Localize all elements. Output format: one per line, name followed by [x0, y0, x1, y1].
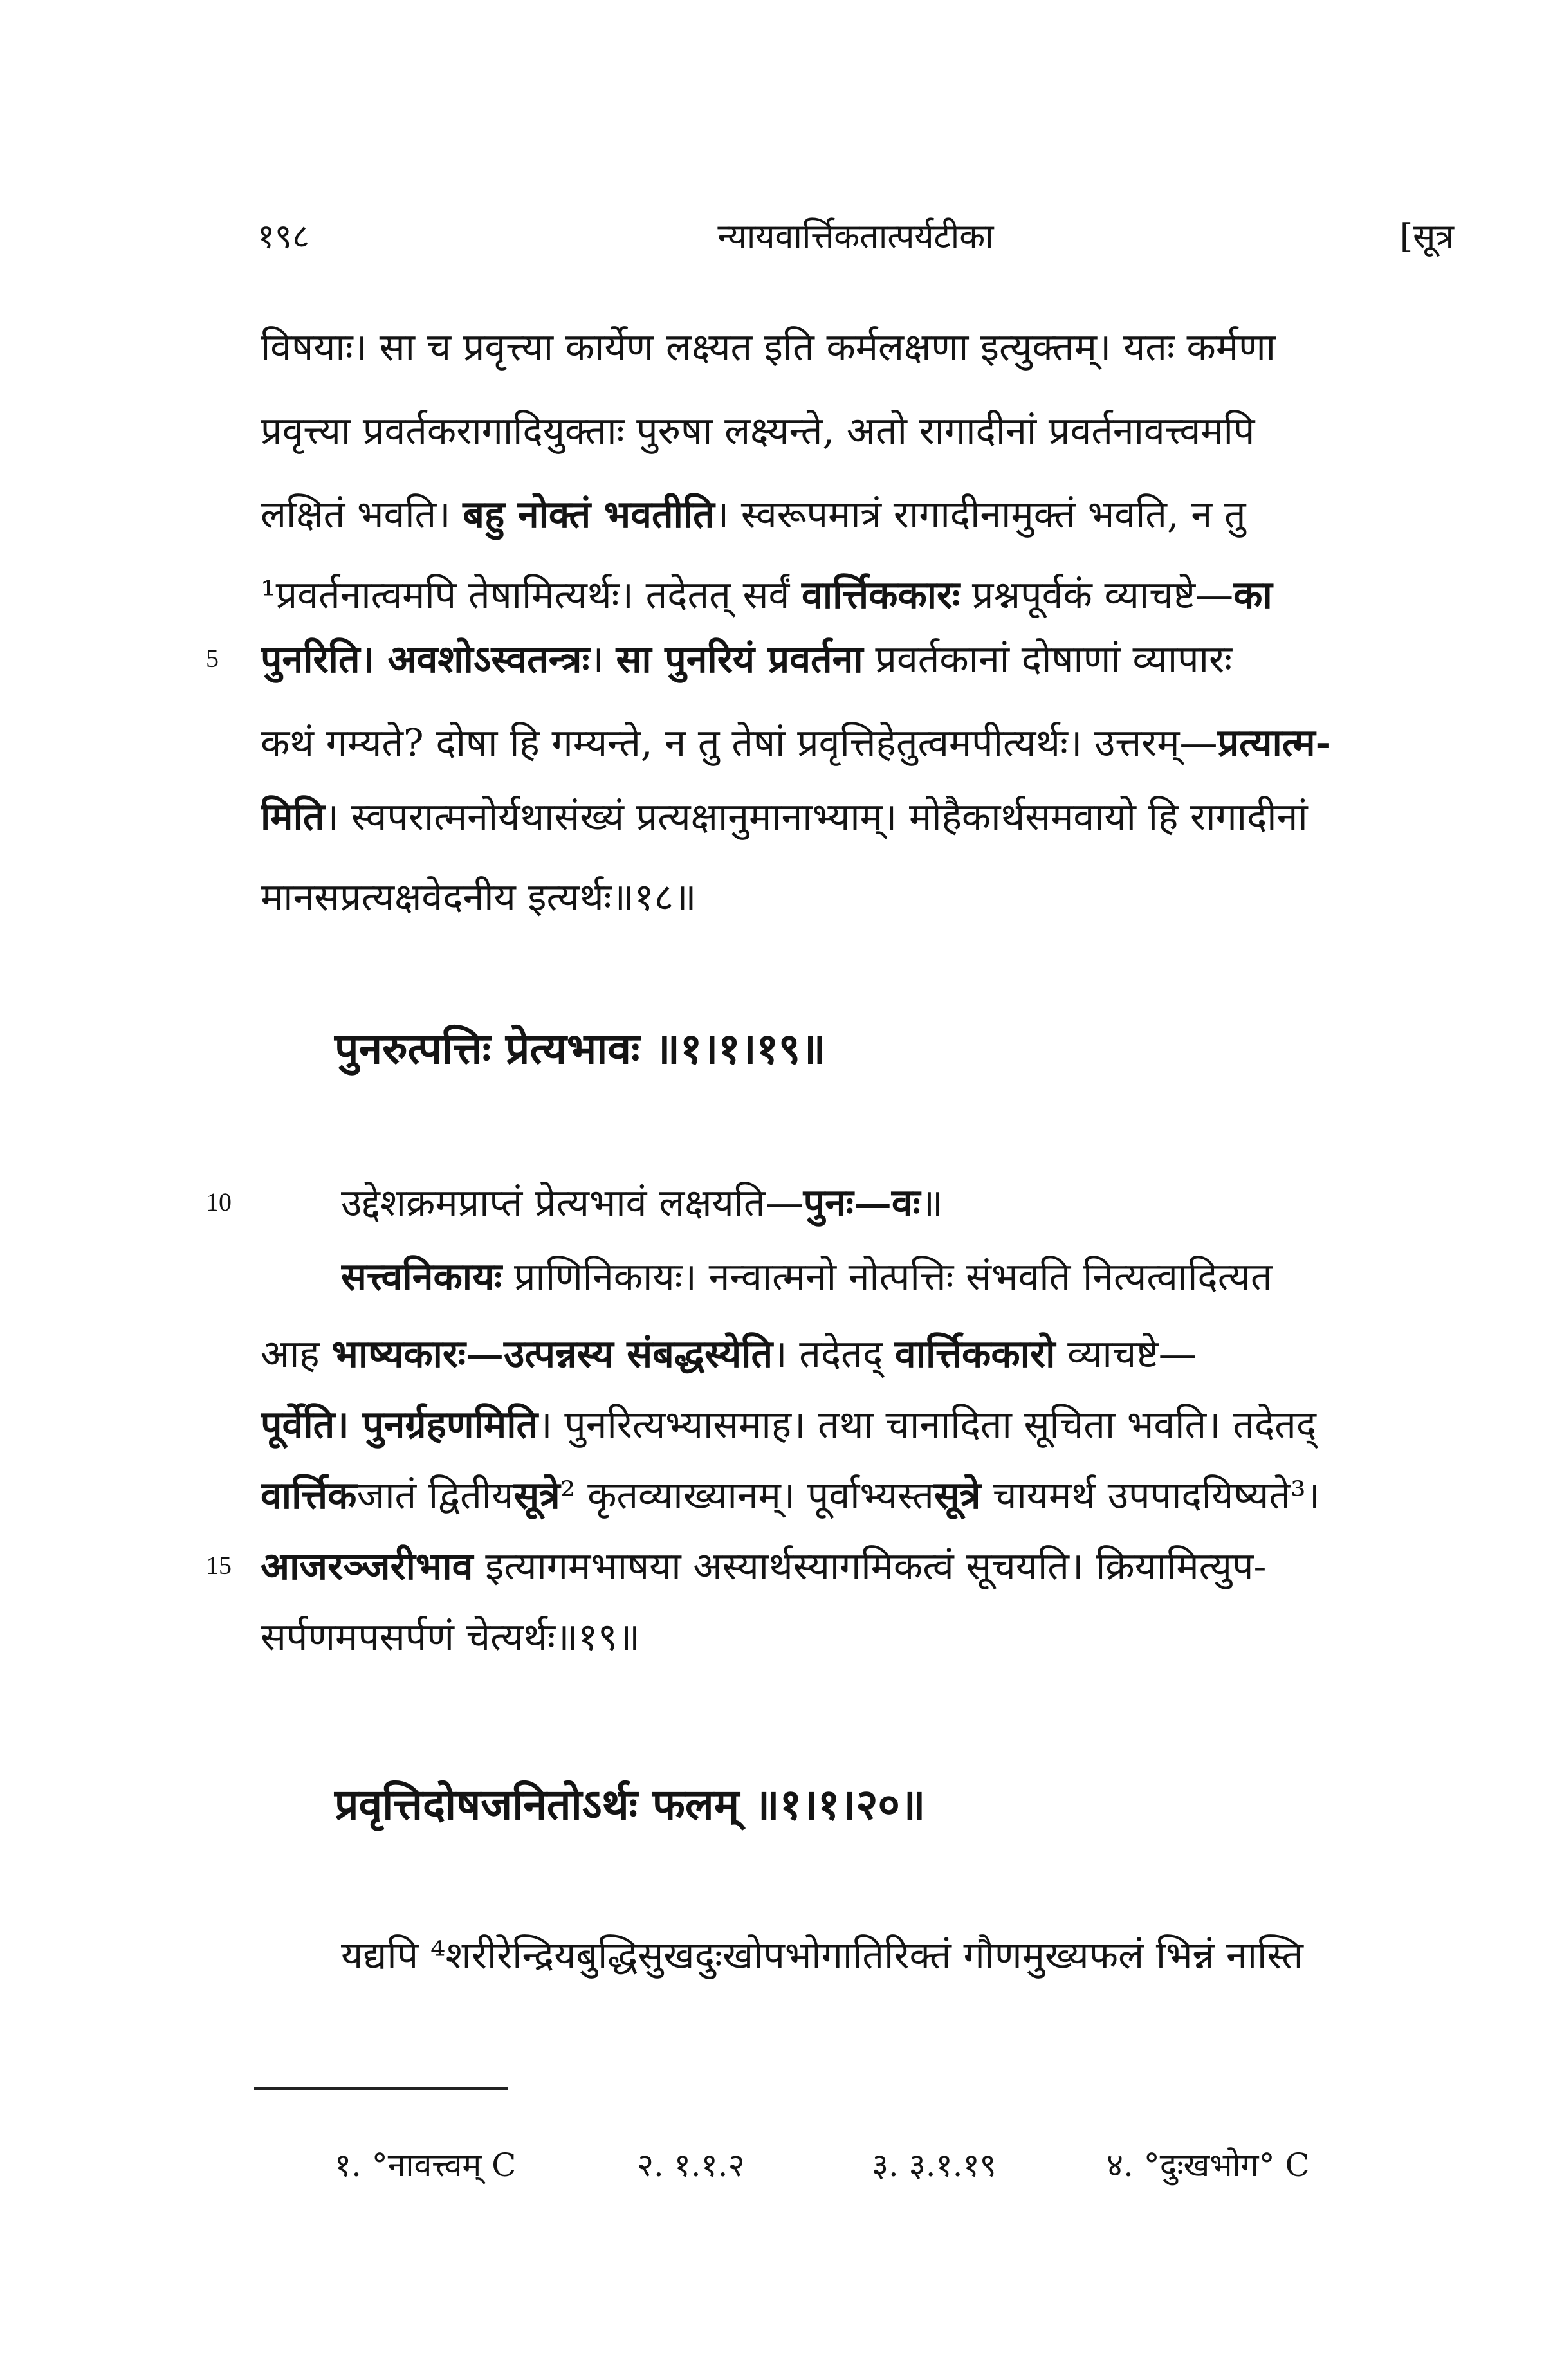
- footnote: १. °नावत्त्वम् C: [335, 2147, 517, 2184]
- bold-run: बहु नोक्तं भवतीति: [463, 492, 715, 536]
- bold-run: वार्त्तिककारो: [894, 1332, 1056, 1376]
- text-run: ।: [589, 637, 616, 681]
- text-run: । पुनरित्यभ्यासमाह। तथा चानादिता सूचिता भवति। तदेतद्: [538, 1402, 1317, 1447]
- text-line: [261, 714, 1470, 772]
- text-line: [261, 486, 1470, 544]
- bold-run: आजरञ्जरीभाव: [261, 1544, 473, 1588]
- line-number: 15: [206, 1551, 232, 1580]
- bold-run: पुनः—वः: [803, 1180, 921, 1225]
- text-run: चायमर्थ उपपादयिष्यते³।: [980, 1473, 1321, 1517]
- text-line: [261, 868, 1470, 926]
- bold-run: मिति: [261, 794, 325, 839]
- text-line: [261, 1467, 1470, 1524]
- text-line: [261, 1537, 1470, 1595]
- text-line: [341, 1927, 1467, 1984]
- text-line: [341, 1248, 1467, 1306]
- bold-run: पुनरिति। अवशोऽस्वतन्त्रः: [261, 637, 590, 681]
- bold-run: का: [1233, 572, 1273, 617]
- text-run: ² कृतव्याख्यानम्। पूर्वाभ्यस्त: [560, 1473, 934, 1517]
- text-run: लक्षितं भवति।: [261, 492, 463, 536]
- bold-run: भाष्यकारः—उत्पन्नस्य संबद्धस्येति: [331, 1332, 773, 1376]
- footnote-rule: [254, 2087, 508, 2090]
- sutra-heading: पुनरुत्पत्तिः प्रेत्यभावः ॥१।१।१९॥: [335, 1023, 826, 1074]
- text-run: आह: [261, 1332, 332, 1376]
- text-run: ¹प्रवर्तनात्वमपि तेषामित्यर्थः। तदेतत् सर्वं: [261, 572, 802, 617]
- text-run: । तदेतद्: [773, 1332, 895, 1376]
- text-run: प्रश्नपूर्वकं व्याचष्टे—: [960, 572, 1234, 617]
- text-run: जातं द्वितीय: [356, 1473, 514, 1517]
- section-label: [सूत्र: [1399, 217, 1454, 256]
- line-number: 10: [206, 1187, 232, 1216]
- text-run: कथं गम्यते? दोषा हि गम्यन्ते, न तु तेषां प्रवृत्तिहेतुत्वमपीत्यर्थः। उत्तरम्—: [261, 720, 1218, 765]
- text-run: यद्यपि ⁴शरीरेन्द्रियबुद्धिसुखदुःखोपभोगातिरिक्तं गौणमुख्यफलं भिन्नं नास्ति: [341, 1933, 1303, 1977]
- text-run: व्याचष्टे—: [1055, 1332, 1197, 1376]
- text-run: विषयाः। सा च प्रवृत्त्या कार्येण लक्ष्यत इति कर्मलक्षणा इत्युक्तम्। यतः कर्मणा: [261, 325, 1276, 369]
- text-run: मानसप्रत्यक्षवेदनीय इत्यर्थः॥१८॥: [261, 875, 697, 919]
- text-run: इत्यागमभाषया अस्यार्थस्यागमिकत्वं सूचयति। क्रियामित्युप-: [473, 1544, 1267, 1588]
- bold-run: सूत्रे: [933, 1473, 981, 1517]
- text-line: [261, 630, 1470, 688]
- text-run: प्रवृत्त्या प्रवर्तकरागादियुक्ताः पुरुषा लक्ष्यन्ते, अतो रागादीनां प्रवर्तनावत्त्वमपि: [261, 408, 1255, 453]
- footnote: ३. ३.१.१९: [872, 2147, 997, 2184]
- bold-run: सत्त्वनिकायः: [341, 1254, 502, 1299]
- footnote: २. १.१.२: [637, 2147, 745, 2184]
- bold-run: वार्त्तिक: [261, 1473, 357, 1517]
- running-title: न्यायवार्त्तिकतात्पर्यटीका: [717, 217, 994, 256]
- text-line: [261, 1325, 1470, 1383]
- bold-run: पूर्वेति। पुनर्ग्रहणमिति: [261, 1402, 538, 1447]
- bold-run: वार्त्तिककारः: [802, 572, 960, 617]
- text-run: प्रवर्तकानां दोषाणां व्यापारः: [863, 637, 1233, 681]
- text-line: [341, 1174, 1467, 1232]
- text-line: [261, 1396, 1470, 1454]
- sutra-heading: प्रवृत्तिदोषजनितोऽर्थः फलम् ॥१।१।२०॥: [335, 1779, 926, 1829]
- page-number: १९८: [257, 217, 310, 256]
- bold-run: सा पुनरियं प्रवर्तना: [616, 637, 863, 681]
- bold-run: सूत्रे: [513, 1473, 560, 1517]
- text-line: [261, 318, 1470, 376]
- text-line: [261, 402, 1470, 460]
- line-number: 5: [206, 644, 219, 673]
- text-run: प्राणिनिकायः। नन्वात्मनो नोत्पत्तिः संभवति नित्यत्वादित्यत: [502, 1254, 1273, 1299]
- text-line: [261, 788, 1470, 846]
- bold-run: प्रत्यात्म-: [1217, 720, 1332, 765]
- footnote: ४. °दुःखभोग° C: [1107, 2147, 1310, 2184]
- running-header: [257, 212, 1454, 264]
- text-line: [261, 1608, 1470, 1666]
- text-run: उद्देशक्रमप्राप्तं प्रेत्यभावं लक्षयति—: [341, 1180, 804, 1225]
- text-run: ॥: [920, 1180, 943, 1225]
- text-run: । स्वपरात्मनोर्यथासंख्यं प्रत्यक्षानुमानाभ्याम्। मोहैकार्थसमवायो हि रागादीनां: [324, 794, 1308, 839]
- text-run: । स्वरूपमात्रं रागादीनामुक्तं भवति, न तु: [714, 492, 1246, 536]
- text-line: [261, 566, 1470, 624]
- text-run: सर्पणमपसर्पणं चेत्यर्थः॥१९॥: [261, 1615, 641, 1659]
